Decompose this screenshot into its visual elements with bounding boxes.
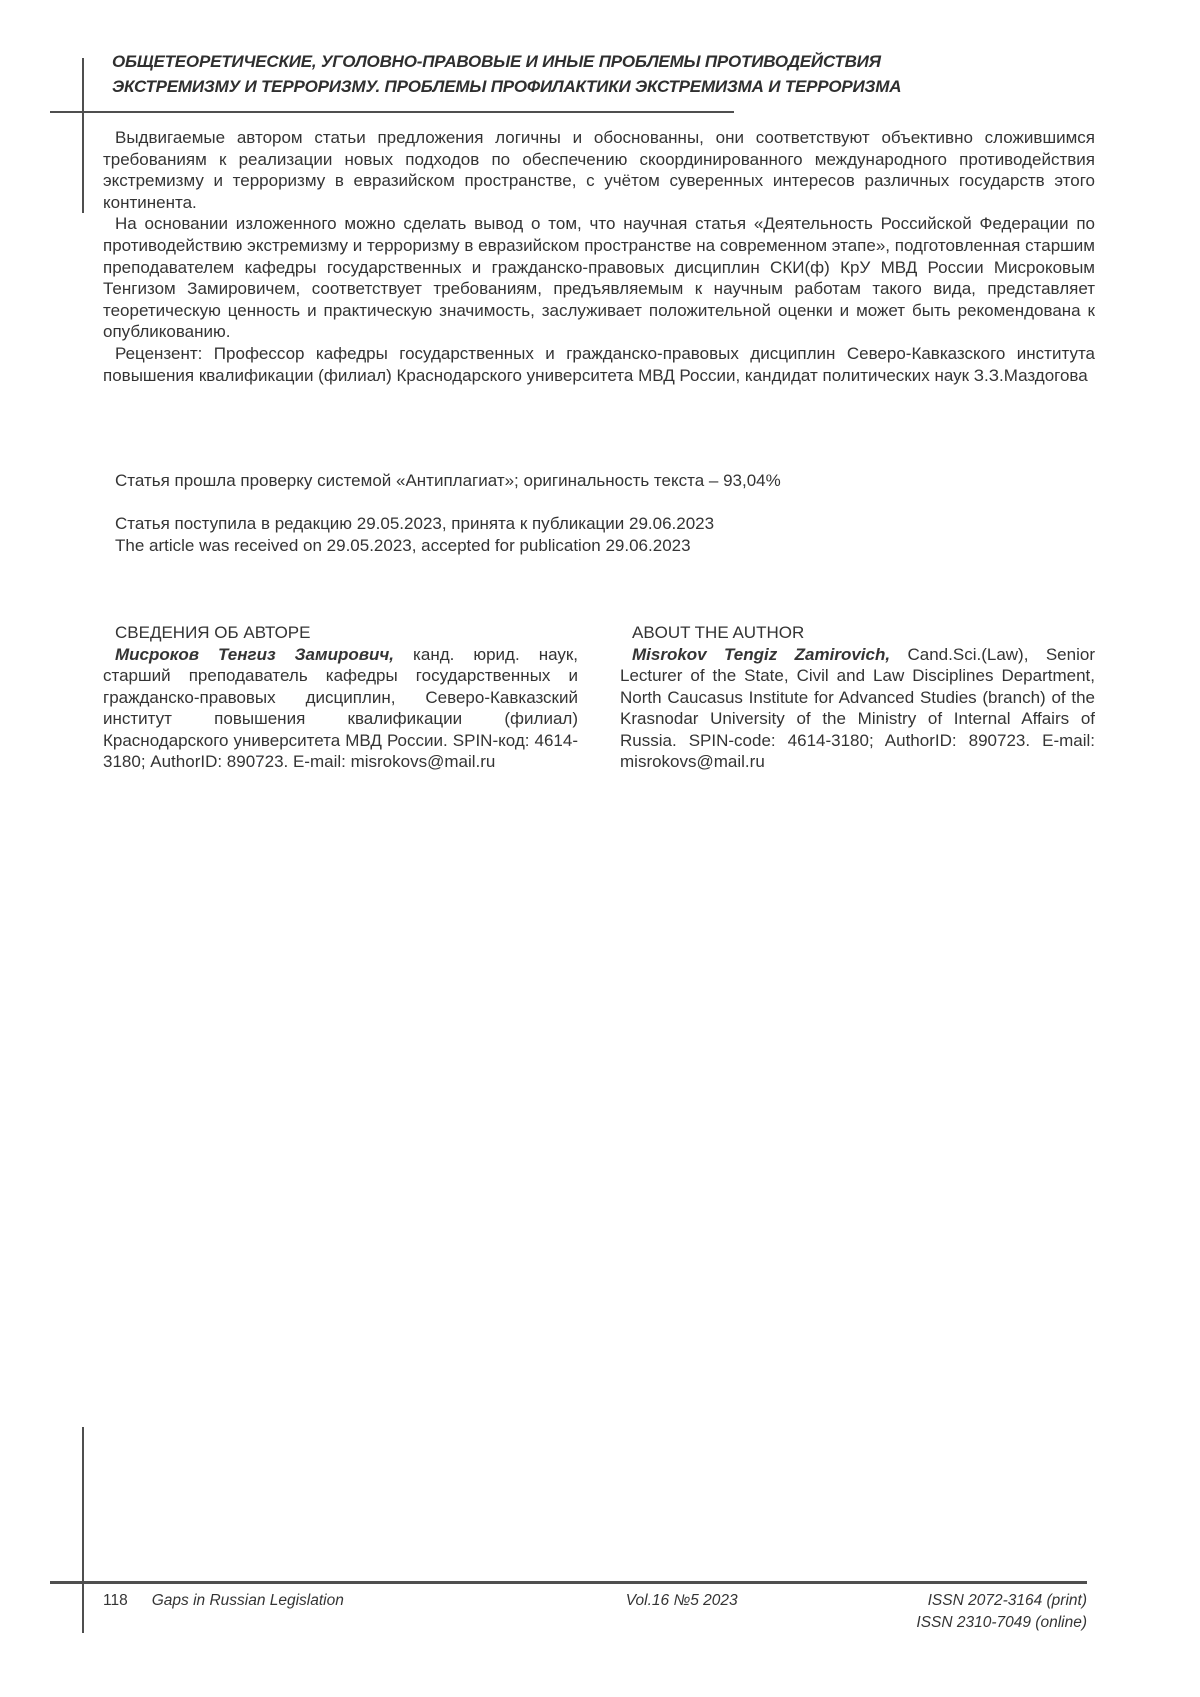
review-paragraph-3: Рецензент: Профессор кафедры государственных и гражданско-правовых дисциплин Северо-Кавказского института повышения квалификации (филиал) Краснодарского университета МВД России, кандидат политических наук З.З.Маздогова	[103, 343, 1095, 385]
author-ru-paragraph	[103, 644, 578, 773]
review-paragraph-1: Выдвигаемые автором статьи предложения логичны и обоснованны, они соответствуют объективно сложившимся требованиям к реализации новых подходов по обеспечению скоординированного международного противодействия экстремизму и терроризму в евразийском пространстве, с учётом суверенных интересов различных государств этого континента.	[103, 128, 1095, 212]
author-en-paragraph	[620, 644, 1095, 773]
journal-title: Gaps in Russian Legislation	[151, 1592, 344, 1609]
running-head	[112, 49, 901, 99]
footer-row-2	[103, 1612, 1087, 1634]
review-body	[103, 127, 1095, 386]
antiplagiarism-note: Статья прошла проверку системой «Антиплагиат»; оригинальность текста – 93,04%	[115, 471, 781, 490]
author-ru-details: канд. юрид. наук, старший преподаватель кафедры государственных и гражданско-правовых дисциплин, Северо-Кавказский институт повышения квалификации (филиал) Краснодарского университета МВД России. SPIN-код: 4614-3180; AuthorID: 890723. E-mail: misrokovs@mail.ru	[103, 644, 579, 771]
header-rule	[50, 111, 734, 113]
volume-issue: Vol.16 №5 2023	[625, 1592, 738, 1609]
footer-row-1	[103, 1590, 1087, 1612]
bottom-margin-rule	[82, 1427, 84, 1633]
footer-rule	[50, 1581, 1087, 1584]
author-info-en	[620, 622, 1095, 773]
footer-left-group	[103, 1590, 344, 1612]
author-en-name: Misrokov Tengiz Zamirovich,	[632, 644, 891, 664]
issn-print: ISSN 2072-3164 (print)	[927, 1592, 1087, 1609]
received-date-ru: Статья поступила в редакцию 29.05.2023, принята к публикации 29.06.2023	[115, 514, 715, 533]
running-head-line-1: ОБЩЕТЕОРЕТИЧЕСКИЕ, УГОЛОВНО-ПРАВОВЫЕ И ИНЫЕ ПРОБЛЕМЫ ПРОТИВОДЕЙСТВИЯ	[112, 52, 881, 71]
received-date-en: The article was received on 29.05.2023, accepted for publication 29.06.2023	[115, 536, 691, 555]
author-info-ru	[103, 622, 578, 773]
received-dates	[103, 513, 1095, 557]
top-margin-rule	[82, 58, 84, 213]
author-en-details: Cand.Sci.(Law), Senior Lecturer of the State, Civil and Law Disciplines Department, North Caucasus Institute for Advanced Studies (branch) of the Krasnodar University of the Ministry of Internal Affairs of Russia. SPIN-code: 4614-3180; AuthorID: 890723. E-mail: misrokovs@mail.ru	[620, 644, 1095, 771]
review-paragraph-2: На основании изложенного можно сделать вывод о том, что научная статья «Деятельность Российской Федерации по противодействию экстремизму и терроризму в евразийском пространстве на современном этапе», подготовленная старшим преподавателем кафедры государственных и гражданско-правовых дисциплин СКИ(ф) КрУ МВД России Мисроковым Тенгизом Замировичем, соответствует требованиям, предъявляемым к научным работам такого вида, представляет теоретическую ценность и практическую значимость, заслуживает положительной оценки и может быть рекомендована к опубликованию.	[103, 214, 1095, 342]
author-ru-heading: СВЕДЕНИЯ ОБ АВТОРЕ	[115, 623, 311, 642]
page-footer	[103, 1590, 1087, 1634]
running-head-line-2: ЭКСТРЕМИЗМУ И ТЕРРОРИЗМУ. ПРОБЛЕМЫ ПРОФИЛАКТИКИ ЭКСТРЕМИЗМА И ТЕРРОРИЗМА	[112, 77, 902, 96]
author-en-heading: ABOUT THE AUTHOR	[632, 623, 805, 642]
author-ru-name: Мисроков Тенгиз Замирович,	[115, 644, 395, 664]
issn-online: ISSN 2310-7049 (online)	[916, 1614, 1087, 1631]
page-number: 118	[103, 1592, 128, 1609]
author-section	[103, 622, 1095, 773]
